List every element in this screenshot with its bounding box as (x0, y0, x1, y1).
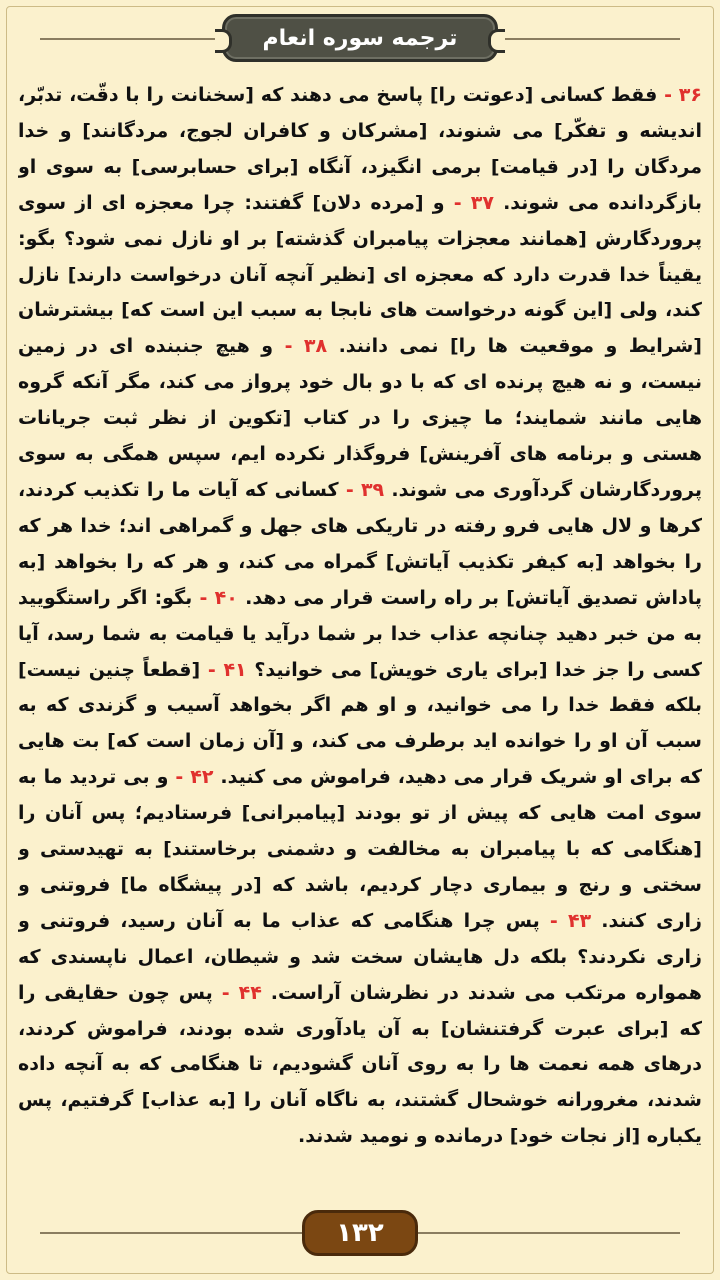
verse-number: ۳۸ - (284, 335, 328, 358)
title-plate (222, 14, 498, 62)
footer (0, 1204, 720, 1264)
verse-text: [قطعاً چنین نیست] بلکه فقط خدا را می خوانید، و او هم اگر بخواهد آسیب و گزندی که به سبب آن او را خوانده اید برطرف می کند، و [آن زمان است که] بت هایی که برای او شریک قرار می دهید، فراموش می کنید. (18, 658, 702, 789)
translation-text (18, 78, 702, 1168)
page-title: ترجمه سوره انعام (262, 25, 458, 51)
verse-text: و هیچ جنبنده ای در زمین نیست، و نه هیچ پرنده ای که با دو بال خود پرواز می کند، مگر آنکه گروه هایی مانند شمایند؛ ما چیزی را در کتاب [تکوین از نظر ثبت جریانات هستی و برنامه های آفرینش] فروگذار نکرده ایم، سپس همگی به سوی پروردگارشان گردآوری می شوند. (18, 335, 702, 501)
header (0, 0, 720, 72)
verse-38 (18, 335, 702, 501)
verse-number: ۳۶ - (664, 84, 702, 106)
page-number: ۱۳۲ (336, 1218, 384, 1248)
verse-text: کسانی که آیات ما را تکذیب کردند، کرها و لال هایی فرو رفته در تاریکی های جهل و گمراهی اند؛ خدا هر که را بخواهد [به کیفر تکذیب آیاتش] گمراه می کند، و هر که را بخواهد [به پاداش تصدیق آیاتش] بر راه راست قرار می دهد. (18, 478, 702, 609)
verse-number: ۴۳ - (549, 909, 592, 932)
verse-text: پس چون حقایقی را که [برای عبرت گرفتنشان] به آن یادآوری شده بودند، فراموش کردند، درهای همه نعمت ها را به روی آنان گشودیم، تا هنگامی که به آنچه داده شدند، مغرورانه خوشحال گشتند، به ناگاه آنان را [به عذاب] گرفتیم، پس یکباره [از نجات خود] درمانده و نومید شدند. (18, 981, 702, 1148)
verse-number: ۴۲ - (175, 766, 214, 789)
verse-text: بگو: اگر راستگویید به من خبر دهید چنانچه عذاب خدا بر شما درآید یا قیامت به شما رسد، آیا کسی را جز خدا [برای یاری خویش] می خوانید؟ (18, 586, 702, 681)
verse-number: ۳۹ - (345, 478, 385, 501)
plate-ornament-right (488, 29, 505, 53)
verse-number: ۴۰ - (199, 586, 238, 609)
page-number-plate (302, 1210, 418, 1256)
verse-text: و بی تردید ما به سوی امت هایی که پیش از تو بودند [پیامبرانی] فرستادیم؛ پس آنان را [هنگامی که با پیامبران به مخالفت و دشمنی برخاستند] به تهیدستی و سختی و رنج و بیماری دچار کردیم، باشد که [در پیشگاه ما] فروتنی و زاری کنند. (18, 766, 702, 932)
plate-ornament-left (215, 29, 232, 53)
verse-44 (18, 982, 702, 1148)
verse-text: فقط کسانی [دعوتت را] پاسخ می دهند که [سخنانت را با دقّت، تدبّر، اندیشه و تفکّر] می شنوند، [مشرکان و کافران لجوج، مردگانند] و خدا مردگان را [در قیامت] برمی انگیزد، آنگاه [برای حسابرسی] به سوی او بازگردانده می شوند. (18, 84, 702, 214)
verse-number: ۴۱ - (207, 658, 247, 681)
verse-text: پس چرا هنگامی که عذاب ما به آنان رسید، فروتنی و زاری نکردند؟ بلکه دل هایشان سخت شد و شیطان، اعمال ناپسندی که همواره مرتکب می شدند در نظرشان آراست. (18, 909, 702, 1004)
verse-number: ۴۴ - (221, 981, 262, 1004)
verse-text: و [مرده دلان] گفتند: چرا معجزه ای از سوی پروردگارش [همانند معجزات پیامبران گذشته] بر او نازل نمی شود؟ بگو: یقیناً خدا قدرت دارد که معجزه ای [نظیر آنچه آنان درخواست دارند] نازل کند، ولی [این گونه درخواست های نابجا به سبب این است که] بیشترشان [شرایط و موقعیت ها را] نمی دانند. (18, 191, 702, 358)
verse-number: ۳۷ - (453, 191, 494, 214)
verse-42 (18, 766, 702, 932)
verse-37 (18, 192, 702, 358)
